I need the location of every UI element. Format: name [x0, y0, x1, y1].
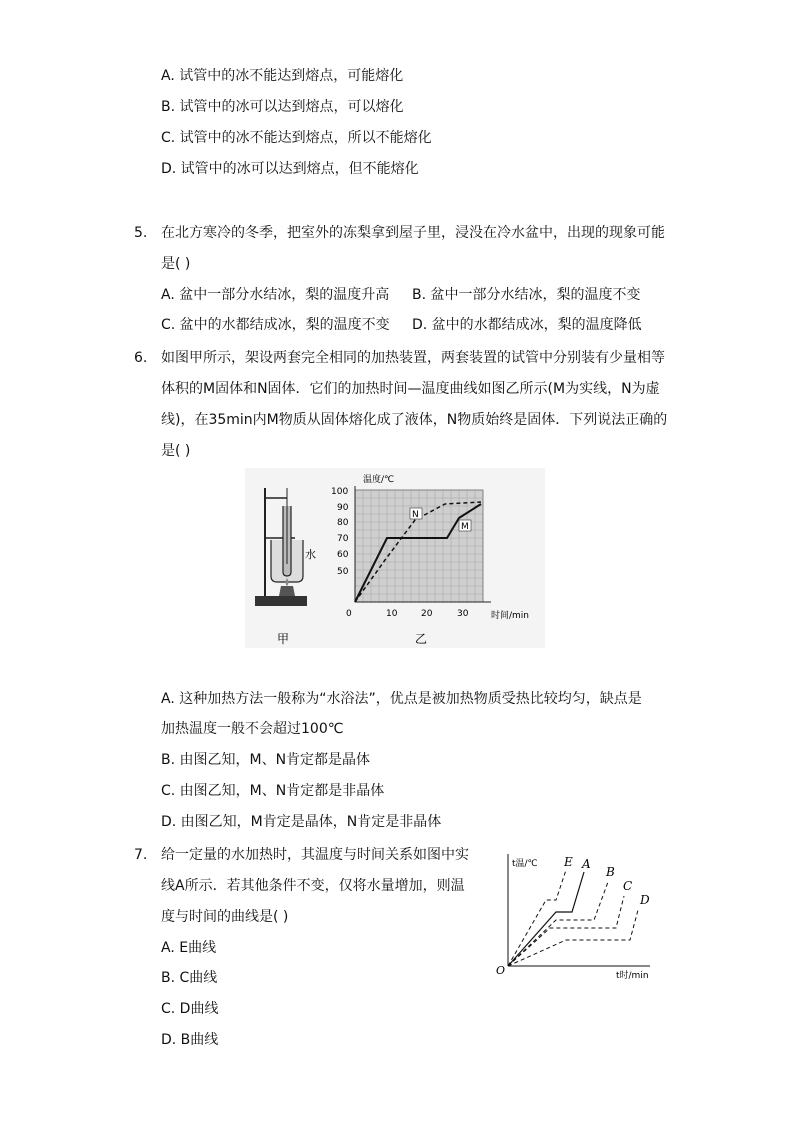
q4-option-a: A. 试管中的冰不能达到熔点，可能熔化: [161, 68, 404, 84]
apparatus-base: [255, 596, 307, 606]
q6-option-b: B. 由图乙知，M、N肯定都是晶体: [161, 752, 371, 768]
q7-x-axis-label: t时/min: [616, 971, 649, 981]
q5-stem-line2: 是( ): [161, 256, 191, 272]
q6-stem-line1: 如图甲所示，架设两套完全相同的加热装置，两套装置的试管中分别装有少量相等: [161, 350, 665, 366]
x-tick-20: 20: [421, 609, 433, 619]
curve-n-label: N: [412, 510, 419, 520]
curve-label-c: C: [623, 879, 633, 893]
q5-option-c: C. 盆中的水都结成冰，梨的温度不变: [161, 317, 390, 333]
q6-stem-line4: 是( ): [161, 443, 191, 459]
x-axis-label: 时间/min: [491, 611, 530, 621]
y-tick-100: 100: [331, 487, 349, 497]
q7-option-b: B. C曲线: [161, 970, 218, 986]
q6-figure: [245, 468, 545, 648]
q6-option-c: C. 由图乙知，M、N肯定都是非晶体: [161, 783, 385, 799]
q7-option-c: C. D曲线: [161, 1001, 219, 1017]
curve-c: [508, 896, 624, 966]
q7-stem-line3: 度与时间的曲线是( ): [161, 909, 289, 925]
q6-stem-line2: 体积的M固体和N固体．它们的加热时间—温度曲线如图乙所示(M为实线，N为虚: [161, 381, 660, 397]
temperature-time-graph: [331, 473, 529, 646]
alcohol-lamp: [279, 586, 295, 596]
y-tick-60: 60: [337, 550, 349, 560]
y-axis-label: 温度/℃: [363, 475, 395, 485]
curve-e: [508, 870, 566, 966]
q6-option-d: D. 由图乙知，M肯定是晶体，N肯定是非晶体: [161, 814, 442, 830]
q4-option-d: D. 试管中的冰可以达到熔点，但不能熔化: [161, 161, 419, 177]
q7-option-d: D. B曲线: [161, 1032, 219, 1048]
q6-figure-svg: [245, 468, 545, 648]
curve-m-label: M: [461, 522, 469, 532]
curve-label-d: D: [640, 893, 650, 907]
curve-label-e: E: [564, 855, 573, 869]
curve-d: [508, 910, 638, 966]
y-tick-70: 70: [337, 534, 349, 544]
y-tick-90: 90: [337, 503, 349, 513]
q7-option-a: A. E曲线: [161, 940, 217, 956]
figure-label-yi: 乙: [415, 632, 428, 646]
q7-figure: [490, 848, 660, 983]
x-tick-0: 0: [346, 609, 352, 619]
x-tick-10: 10: [386, 609, 398, 619]
curve-a: [508, 872, 584, 966]
curve-label-b: B: [606, 865, 615, 879]
curve-label-a: A: [582, 857, 591, 871]
q4-option-c: C. 试管中的冰不能达到熔点，所以不能熔化: [161, 130, 432, 146]
q5-option-d: D. 盆中的水都结成冰，梨的温度降低: [412, 317, 642, 333]
q7-number: 7.: [134, 847, 148, 863]
q7-stem-line2: 线A所示．若其他条件不变，仅将水量增加，则温: [161, 878, 465, 894]
q7-origin-label: O: [496, 964, 506, 977]
q5-option-b: B. 盆中一部分水结冰，梨的温度不变: [412, 287, 641, 303]
q6-number: 6.: [134, 350, 148, 366]
q6-option-a-line1: A. 这种加热方法一般称为“水浴法”，优点是被加热物质受热比较均匀，缺点是: [161, 691, 642, 707]
x-tick-30: 30: [457, 609, 469, 619]
water-label: 水: [305, 548, 316, 561]
q6-stem-line3: 线)，在35min内M物质从固体熔化成了液体，N物质始终是固体．下列说法正确的: [161, 412, 668, 428]
q5-stem-line1: 在北方寒冷的冬季，把室外的冻梨拿到屋子里，浸没在冷水盆中，出现的现象可能: [161, 225, 665, 241]
q5-option-a: A. 盆中一部分水结冰，梨的温度升高: [161, 287, 390, 303]
heating-apparatus-illustration: [255, 488, 316, 646]
y-tick-80: 80: [337, 518, 349, 528]
y-tick-50: 50: [337, 567, 349, 577]
q7-stem-line1: 给一定量的水加热时，其温度与时间关系如图中实: [161, 847, 469, 863]
q7-y-axis-label: t温/℃: [512, 859, 538, 869]
q5-number: 5.: [134, 225, 148, 241]
figure-label-jia: 甲: [277, 632, 290, 646]
q4-option-b: B. 试管中的冰可以达到熔点，可以熔化: [161, 99, 404, 115]
q6-option-a-line2: 加热温度一般不会超过100℃: [161, 721, 344, 737]
q7-figure-svg: [490, 848, 660, 983]
